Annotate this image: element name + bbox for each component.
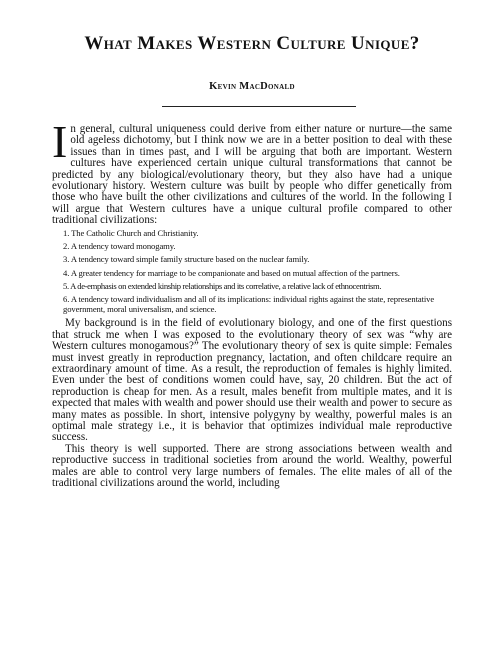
intro-paragraph — [52, 116, 452, 227]
intro-text: n general, cultural uniqueness could derive from either nature or nurture—the same old ageless dichotomy, but I think now we are in a better position to deal with these issues than in times past, and I will be arguing that both are important. Western cultures have experienced certain unique cultural transformations that cannot be predicted by any biological/evolutionary theory, but they also have had a unique evolutionary history. Western culture was built by people who differ genetically from those who have built the other civilizations and cultures of the world. In the following I will argue that Western cultures have a unique cultural profile compared to other traditional civilizations: — [52, 123, 452, 227]
article-title: What Makes Western Culture Unique? — [84, 33, 420, 54]
list-item: 3. A tendency toward simple family structure based on the nuclear family. — [63, 254, 310, 265]
list-item: 4. A greater tendency for marriage to be companionate and based on mutual affection of the partners. — [63, 267, 400, 278]
list-item: 5. A de-emphasis on extended kinship relationships and its correlative, a relative lack of ethnocentrism. — [63, 280, 382, 291]
author-name: Kevin MacDonald — [209, 81, 295, 92]
body-paragraph: This theory is well supported. There are strong associations between wealth and reproductive success in traditional societies from around the world. Wealthy, powerful males are able to control very large numbers of females. The elite males of all of the traditional civilizations around the world, including — [52, 442, 452, 490]
list-item: 6. A tendency toward individualism and all of its implications: individual rights against the state, representative government, moral universalism, and science. — [63, 294, 435, 315]
title-divider — [162, 106, 356, 107]
list-item: 1. The Catholic Church and Christianity. — [63, 227, 199, 238]
drop-cap: I — [52, 116, 68, 167]
list-item: 2. A tendency toward monogamy. — [63, 240, 176, 251]
cultural-profile-list — [52, 229, 452, 315]
body-paragraph: My background is in the field of evolutionary biology, and one of the first questions that struck me when I was exposed to the evolutionary theory of sex was “why are Western cultures monogamous?” The evolutionary theory of sex is quite simple: Females must invest greatly in reproduction pregnancy, lactation, and often childcare require an extraordinary amount of time. As a result, the reproduction of females is highly limited. Even under the best of conditions women could have, say, 20 children. But the act of reproduction is cheap for men. As a result, males benefit from multiple mates, and it is expected that males with wealth and power should use their wealth and power to secure as many mates as possible. In short, intensive polygyny by wealthy, powerful males is an optimal male strategy i.e., it is behavior that optimizes individual male reproductive success. — [52, 317, 452, 444]
article-body — [52, 116, 452, 490]
